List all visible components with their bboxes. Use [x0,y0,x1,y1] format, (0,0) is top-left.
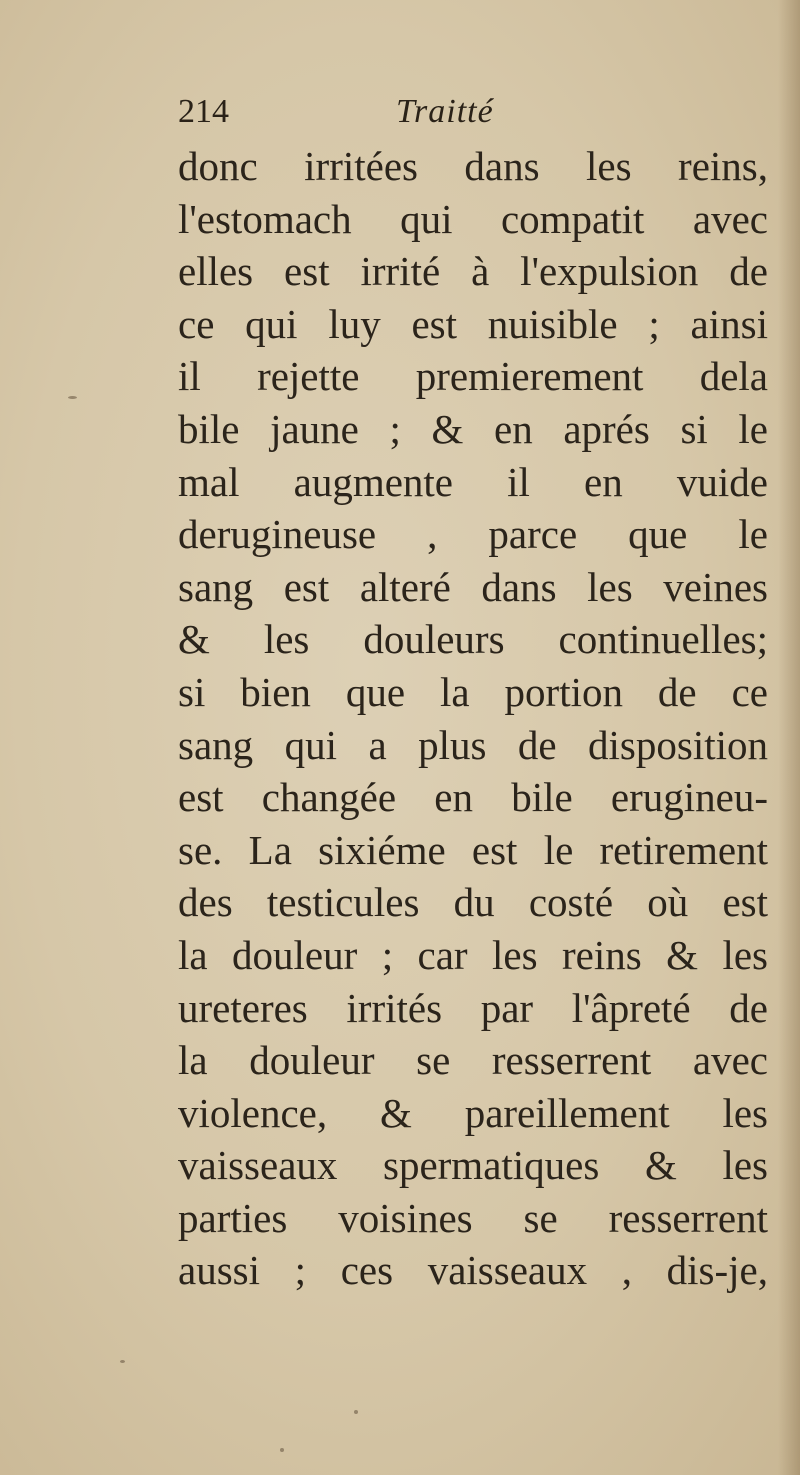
text-line: il rejette premierement dela [178,353,768,400]
text-line: ce qui luy est nuisible ; ainsi [178,300,768,347]
page-number: 214 [178,93,229,130]
text-line: bile jaune ; & en aprés si le [178,405,768,452]
text-line: sang est alteré dans les veines [178,563,768,610]
text-line: sang qui a plus de disposition [178,721,768,768]
text-line: ureteres irrités par l'âpreté de [178,984,768,1031]
text-line: & les douleurs continuelles; [178,616,768,663]
paper-speck [68,396,77,399]
text-line: violence, & pareillement les [178,1089,768,1136]
text-line: des testicules du costé où est [178,879,768,926]
text-line: l'estomach qui compatit avec [178,195,768,242]
text-line: la douleur ; car les reins & les [178,931,768,978]
text-line: derugineuse , parce que le [178,511,768,558]
text-line: aussi ; ces vaisseaux , dis-je, [178,1247,768,1294]
paper-speck [280,1448,284,1452]
text-line: la douleur se resserrent avec [178,1037,768,1084]
text-line: si bien que la portion de ce [178,668,768,715]
text-line: elles est irrité à l'expulsion de [178,248,768,295]
text-line: donc irritées dans les reins, [178,143,768,189]
running-title: Traitté [396,93,494,130]
text-line: vaisseaux spermatiques & les [178,1142,768,1189]
text-line: parties voisines se resserrent [178,1194,768,1241]
text-body [178,140,768,1297]
text-line: mal augmente il en vuide [178,458,768,505]
page-edge-shadow [778,0,800,1475]
text-line: est changée en bile erugineu- [178,774,768,821]
page-header [178,93,738,138]
paper-speck [120,1360,125,1363]
text-line: se. La sixiéme est le retirement [178,826,768,873]
paper-speck [354,1410,358,1414]
